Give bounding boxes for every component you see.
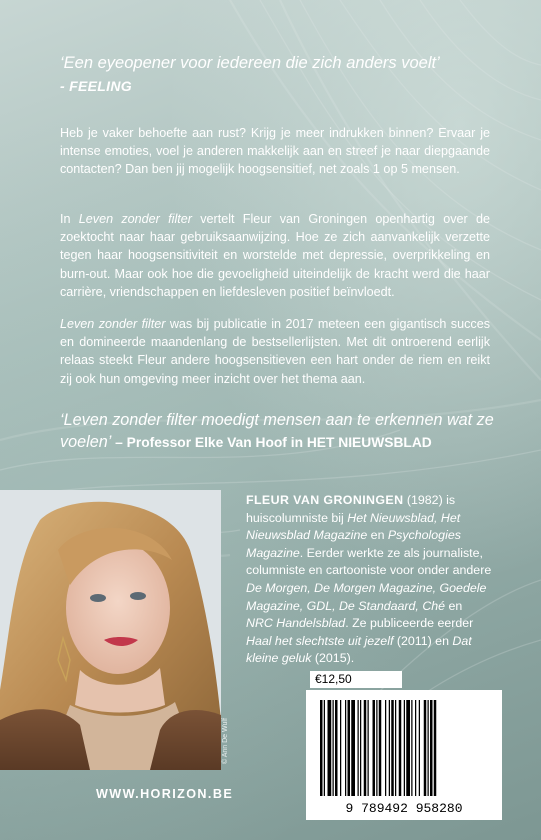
author-name: FLEUR VAN GRONINGEN bbox=[246, 493, 404, 507]
barcode-bar bbox=[434, 700, 437, 796]
author-bio bbox=[246, 492, 492, 668]
bio-italic: Haal het slechtste uit jezelf bbox=[246, 633, 394, 648]
barcode-bar bbox=[373, 700, 376, 796]
price-label: €12,50 bbox=[310, 671, 402, 688]
barcode-bar bbox=[351, 700, 355, 796]
barcode-bar bbox=[424, 700, 427, 796]
bio-italic: NRC Handelsblad bbox=[246, 616, 346, 631]
barcode-bar bbox=[379, 700, 382, 796]
paragraph-story-lead: In bbox=[60, 212, 79, 226]
barcode-bar bbox=[324, 700, 325, 796]
barcode-bar bbox=[391, 700, 394, 796]
bio-text: . Ze publiceerde eerder bbox=[345, 616, 474, 631]
review-quote-text: ‘Leven zonder filter moedigt mensen aan te erkennen wat ze voelen’ bbox=[60, 411, 494, 451]
barcode-bar bbox=[399, 700, 402, 796]
paragraph-success bbox=[60, 315, 490, 388]
photo-credit: © Ann De Wulf bbox=[222, 718, 229, 764]
barcode-bar bbox=[404, 700, 405, 796]
bio-italic: De Morgen, De Morgen Magazine, Goedele Magazine, GDL, De Standaard, Ché bbox=[246, 580, 487, 613]
paragraph-story bbox=[60, 210, 490, 301]
barcode-bar bbox=[406, 700, 410, 796]
isbn-barcode bbox=[306, 690, 502, 820]
barcode-bar bbox=[364, 700, 367, 796]
book-title-italic: Leven zonder filter bbox=[78, 212, 192, 226]
barcode-bar bbox=[376, 700, 377, 796]
barcode-bar bbox=[328, 700, 332, 796]
paragraph-story-body: vertelt Fleur van Groningen openhartig over de zoektocht naar haar gebruiksaanwijzing. Hoe ze zich aanvankelijk verzette tegen haar hoogsensitiviteit en worstelde met depressie, overprikkeling en burn-out. Maar ook hoe die gevoeligheid uiteindelijk de kracht werd die haar carrière, vriendschappen en liefdesleven positief beïnvloedt. bbox=[60, 212, 490, 299]
barcode-bar bbox=[419, 700, 420, 796]
top-quote-source: - FEELING bbox=[60, 78, 132, 94]
barcode-bar bbox=[345, 700, 346, 796]
barcode-bar bbox=[335, 700, 338, 796]
barcode-bar bbox=[411, 700, 412, 796]
barcode-bar bbox=[395, 700, 396, 796]
author-photo bbox=[0, 490, 221, 770]
bio-text: (1982) is huiscolumniste bij bbox=[246, 493, 456, 525]
review-quote bbox=[60, 409, 520, 454]
bio-italic: Dat kleine geluk bbox=[246, 633, 472, 666]
bio-text: en bbox=[367, 528, 388, 543]
barcode-bar bbox=[320, 700, 323, 796]
bio-text: (2011) en bbox=[393, 633, 453, 648]
top-quote: ‘Een eyeopener voor iedereen die zich anders voelt’ bbox=[60, 54, 440, 72]
bio-text: . Eerder werkte ze als journaliste, columniste en cartooniste voor onder andere bbox=[246, 545, 492, 578]
paragraph-intro: Heb je vaker behoefte aan rust? Krijg je meer indrukken binnen? Ervaar je intense emoties, voel je anderen makkelijk aan en streef je naar diepgaande contacten? Dan ben jij mogelijk hoogsensitief, net zoals 1 op 5 mensen. bbox=[60, 126, 490, 177]
barcode-bar bbox=[430, 700, 433, 796]
barcode-bar bbox=[340, 700, 341, 796]
barcode-bar bbox=[389, 700, 390, 796]
publisher-url: WWW.HORIZON.BE bbox=[96, 787, 234, 801]
bio-italic: Het Nieuwsblad, Het Nieuwsblad Magazine bbox=[246, 510, 461, 543]
barcode-digits: 9 789492 958280 bbox=[345, 801, 463, 816]
barcode-bar bbox=[368, 700, 369, 796]
paragraph-success-body: was bij publicatie in 2017 meteen een gigantisch succes en domineerde maandenlang de bestsellerlijsten. Met dit ontroerend eerlijk relaas steekt Fleur andere hoogsensitieven een hart onder de riem en reikt zij ook hun omgeving meer inzicht over het thema aan. bbox=[60, 317, 490, 386]
bio-text: (2015). bbox=[311, 651, 355, 666]
review-quote-source: – Professor Elke Van Hoof in HET NIEUWSBLAD bbox=[111, 435, 432, 450]
barcode-bars bbox=[320, 700, 436, 796]
barcode-bar bbox=[415, 700, 416, 796]
barcode-bar bbox=[428, 700, 429, 796]
barcode-bar bbox=[333, 700, 334, 796]
bio-text: en bbox=[445, 598, 463, 613]
barcode-bar bbox=[385, 700, 386, 796]
bio-italic: Psychologies Magazine bbox=[246, 528, 461, 560]
barcode-bar bbox=[360, 700, 361, 796]
book-title-italic: Leven zonder filter bbox=[60, 317, 166, 331]
barcode-bar bbox=[348, 700, 351, 796]
barcode-bar bbox=[358, 700, 359, 796]
